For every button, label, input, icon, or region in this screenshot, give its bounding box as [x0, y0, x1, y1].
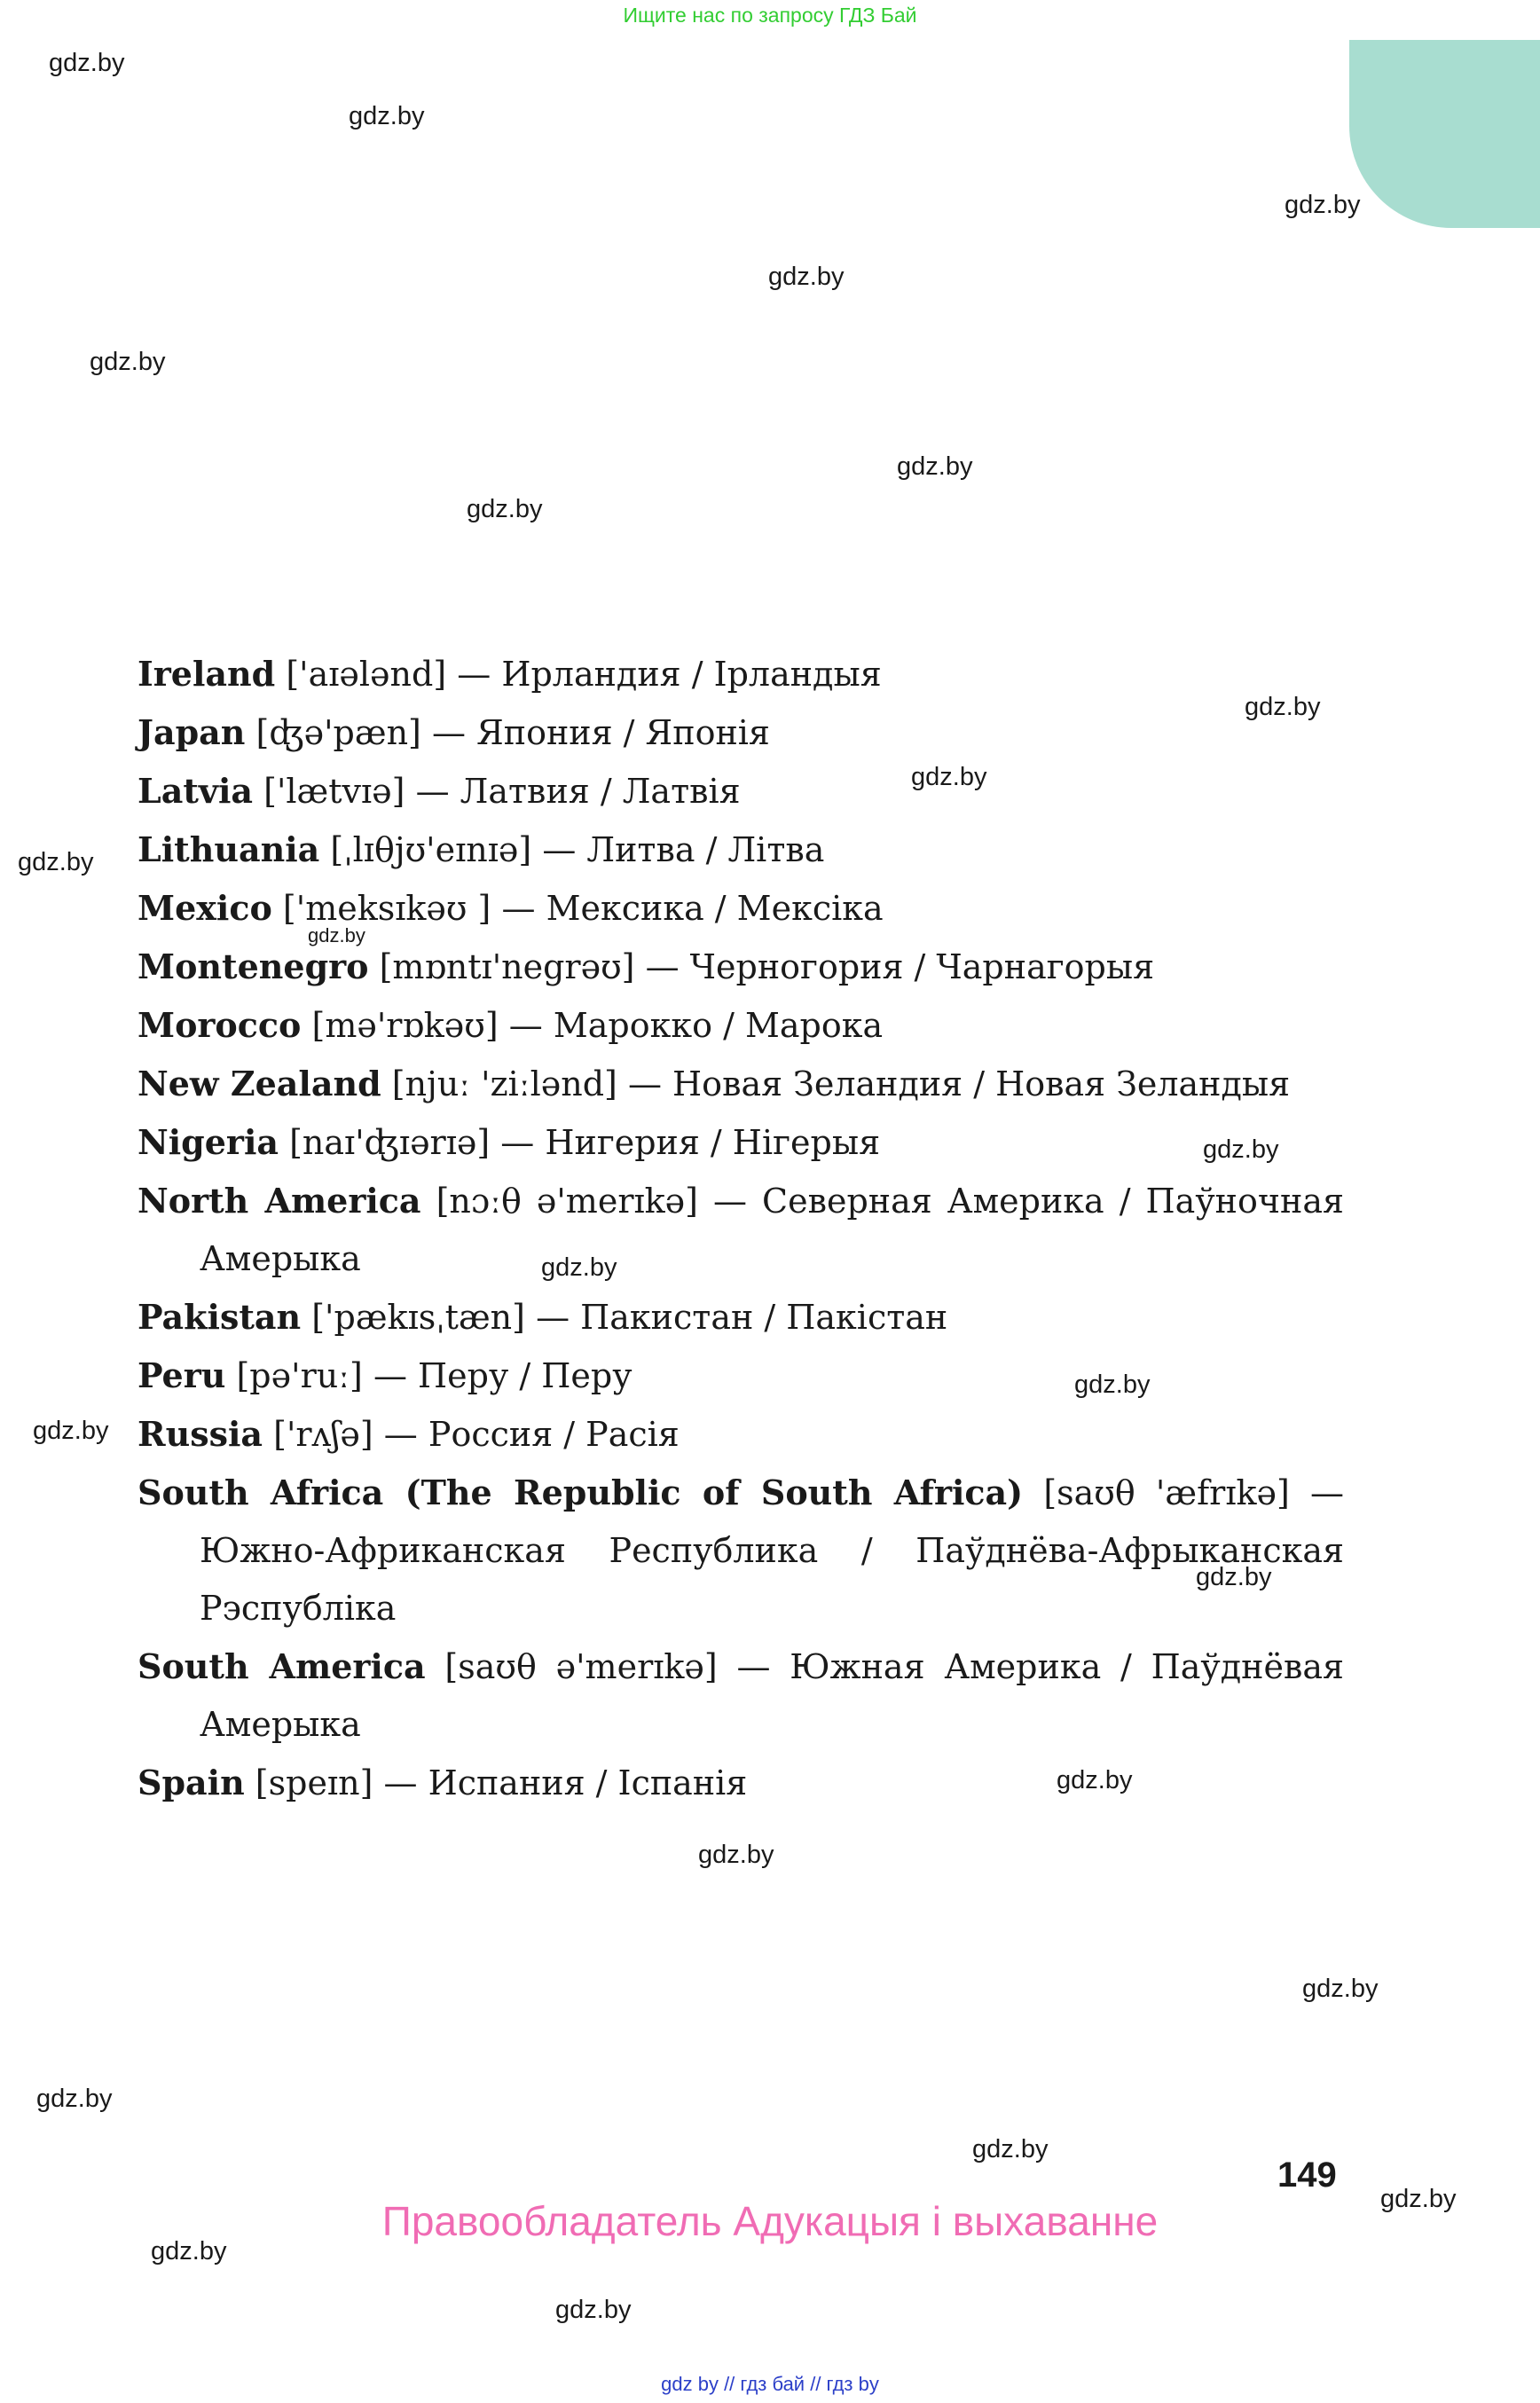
entry-translation: — Япония / Японія	[431, 713, 770, 752]
watermark: gdz.by	[151, 2237, 227, 2266]
entry-pronunciation: [ʤə'pæn]	[255, 713, 421, 752]
entry-term: Latvia	[138, 771, 254, 811]
glossary-entry	[138, 1754, 1344, 1812]
entry-translation: — Латвия / Латвія	[415, 772, 741, 811]
entry-translation: — Южно-Африканская Республика / Паўднёва-Афрыканская Рэспубліка	[200, 1473, 1344, 1628]
entry-translation: — Мексика / Мексіка	[501, 889, 884, 928]
glossary-entry	[138, 645, 1344, 703]
entry-term: Spain	[138, 1763, 245, 1802]
entry-pronunciation: [naɪ'ʤɪərɪə]	[289, 1123, 491, 1162]
watermark: gdz.by	[1302, 1975, 1379, 2003]
glossary-list	[138, 645, 1344, 1812]
entry-term: Lithuania	[138, 829, 320, 869]
entry-pronunciation: ['meksɪkəʊ ]	[282, 889, 491, 928]
entry-pronunciation: ['aɪələnd]	[286, 655, 447, 694]
watermark: gdz.by	[555, 2296, 632, 2324]
watermark: gdz.by	[1057, 1766, 1133, 1794]
entry-translation: — Южная Америка / Паўднёвая Амерыка	[200, 1647, 1344, 1744]
glossary-entry	[138, 1347, 1344, 1405]
entry-term: South America	[138, 1646, 426, 1686]
watermark: gdz.by	[36, 2085, 113, 2113]
watermark: gdz.by	[90, 348, 166, 376]
watermark: gdz.by	[1203, 1135, 1279, 1164]
glossary-entry	[138, 821, 1344, 879]
glossary-entry	[138, 1172, 1344, 1288]
entry-term: Morocco	[138, 1005, 302, 1045]
entry-translation: — Пакистан / Пакістан	[536, 1298, 948, 1337]
watermark: gdz.by	[1380, 2185, 1457, 2213]
watermark: gdz.by	[1285, 191, 1361, 219]
entry-translation: — Новая Зеландия / Новая Зеландыя	[627, 1064, 1291, 1103]
entry-pronunciation: [njuː 'ziːlənd]	[391, 1064, 617, 1103]
page-number: 149	[1277, 2156, 1337, 2195]
entry-term: Nigeria	[138, 1122, 279, 1162]
entry-translation: — Нигерия / Нігерыя	[500, 1123, 881, 1162]
glossary-entry	[138, 762, 1344, 821]
bottom-links[interactable]: gdz by // гдз бай // гдз by	[661, 2373, 879, 2395]
entry-term: Mexico	[138, 888, 272, 928]
glossary-entry	[138, 879, 1344, 938]
watermark: gdz.by	[911, 763, 987, 791]
entry-term: North America	[138, 1181, 421, 1221]
entry-term: South Africa (The Republic of South Africa)	[138, 1472, 1024, 1512]
watermark: gdz.by	[18, 848, 94, 876]
entry-translation: — Испания / Іспанія	[383, 1763, 748, 1802]
watermark: gdz.by	[972, 2135, 1049, 2163]
entry-pronunciation: [ˌlɪθjʊ'eɪnɪə]	[330, 830, 532, 869]
entry-term: Ireland	[138, 654, 276, 694]
entry-translation: — Северная Америка / Паўночная Амерыка	[200, 1182, 1344, 1278]
entry-pronunciation: [saʊθ 'æfrɪkə]	[1043, 1473, 1290, 1512]
watermark: gdz.by	[467, 495, 543, 523]
glossary-entry	[138, 1464, 1344, 1637]
glossary-entry	[138, 1113, 1344, 1172]
entry-pronunciation: ['lætvɪə]	[263, 772, 405, 811]
entry-term: Pakistan	[138, 1297, 302, 1337]
glossary-entry	[138, 996, 1344, 1055]
watermark: gdz.by	[897, 452, 973, 481]
glossary-entry	[138, 1405, 1344, 1464]
glossary-entry	[138, 703, 1344, 762]
watermark: gdz.by	[698, 1841, 774, 1869]
entry-translation: — Россия / Расія	[383, 1415, 680, 1454]
watermark: gdz.by	[33, 1417, 109, 1445]
corner-tab	[1349, 40, 1540, 228]
watermark: gdz.by	[1074, 1370, 1151, 1399]
entry-pronunciation: [pə'ruː]	[236, 1356, 363, 1395]
glossary-entry	[138, 938, 1344, 996]
entry-translation: — Ирландия / Ірландыя	[457, 655, 882, 694]
entry-pronunciation: [saʊθ ə'merɪkə]	[444, 1647, 718, 1686]
entry-term: New Zealand	[138, 1064, 381, 1103]
watermark: gdz.by	[1245, 693, 1321, 721]
entry-translation: — Марокко / Марока	[508, 1006, 884, 1045]
entry-translation: — Черногория / Чарнагорыя	[645, 947, 1155, 986]
glossary-entry	[138, 1288, 1344, 1347]
entry-pronunciation: ['rʌʃə]	[273, 1415, 373, 1454]
entry-term: Russia	[138, 1414, 263, 1454]
watermark: gdz.by	[541, 1253, 617, 1282]
entry-term: Peru	[138, 1355, 226, 1395]
watermark: gdz.by	[308, 924, 365, 946]
entry-translation: — Литва / Літва	[542, 830, 825, 869]
entry-term: Japan	[138, 712, 246, 752]
entry-translation: — Перу / Перу	[373, 1356, 632, 1395]
top-banner: Ищите нас по запросу ГДЗ Бай	[623, 4, 917, 27]
entry-pronunciation: ['pækɪsˌtæn]	[311, 1298, 525, 1337]
entry-pronunciation: [speɪn]	[255, 1763, 373, 1802]
watermark: gdz.by	[768, 263, 845, 291]
entry-pronunciation: [mə'rɒkəʊ]	[311, 1006, 499, 1045]
watermark: gdz.by	[349, 102, 425, 130]
watermark: gdz.by	[49, 49, 125, 77]
glossary-entry	[138, 1055, 1344, 1113]
watermark: gdz.by	[1196, 1563, 1272, 1591]
glossary-entry	[138, 1637, 1344, 1754]
entry-pronunciation: [mɒntɪ'negrəʊ]	[379, 947, 635, 986]
entry-pronunciation: [nɔːθ ə'merɪkə]	[436, 1182, 698, 1221]
copyright-notice: Правообладатель Адукацыя і выхаванне	[381, 2198, 1159, 2244]
entry-term: Montenegro	[138, 946, 369, 986]
